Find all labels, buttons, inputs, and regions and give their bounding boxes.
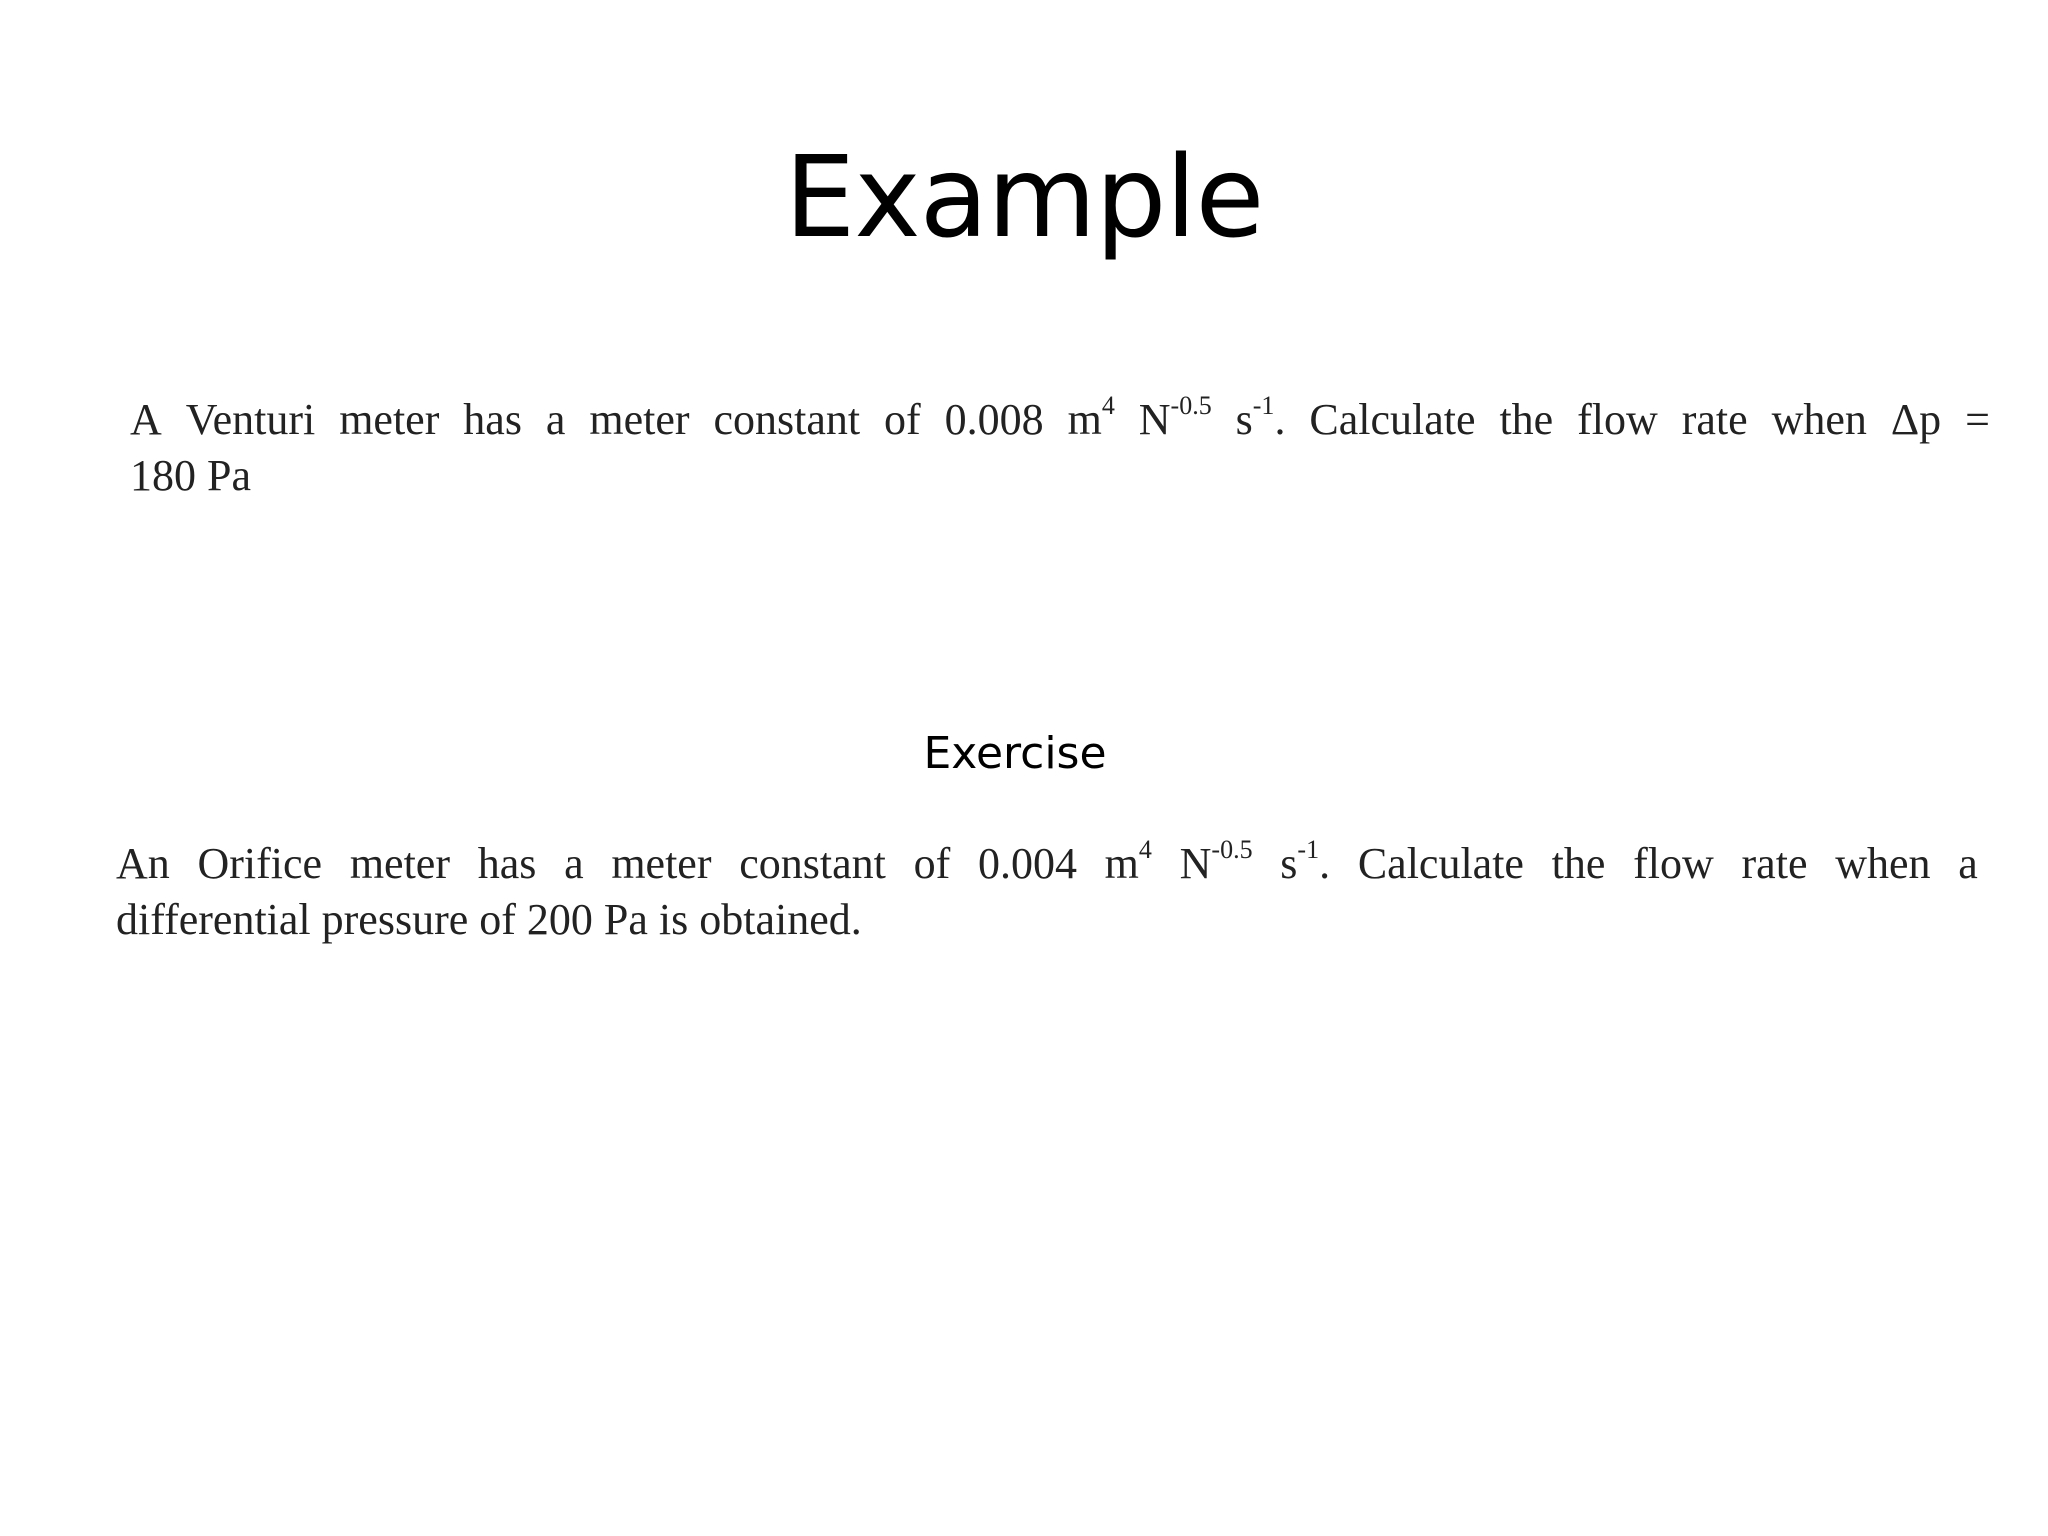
- unit-m-exponent: 4: [1138, 835, 1152, 865]
- word: Orifice: [197, 839, 323, 888]
- word: a: [564, 839, 584, 888]
- word: A: [130, 395, 162, 444]
- unit-s-base: s: [1235, 395, 1253, 444]
- delta-p: Δp: [1890, 395, 1942, 444]
- word: when: [1835, 839, 1931, 888]
- word: An: [116, 839, 170, 888]
- word: has: [477, 839, 537, 888]
- unit-s-base: s: [1280, 839, 1298, 888]
- unit-n: [1180, 836, 1253, 892]
- constant-value: 0.004: [977, 839, 1077, 888]
- word: constant: [739, 839, 886, 888]
- unit-s-period: .: [1274, 395, 1286, 444]
- word: flow: [1577, 395, 1658, 444]
- word: the: [1551, 839, 1606, 888]
- unit-n-base: N: [1138, 395, 1171, 444]
- word: meter: [339, 395, 440, 444]
- word: flow: [1633, 839, 1714, 888]
- word: meter: [349, 839, 450, 888]
- word: has: [463, 395, 522, 444]
- word: a: [545, 395, 566, 444]
- word: meter: [589, 395, 690, 444]
- unit-s-exponent: -1: [1297, 835, 1320, 865]
- exercise-heading: Exercise: [923, 728, 1107, 779]
- exercise-line-2: differential pressure of 200 Pa is obtained.: [116, 895, 862, 944]
- unit-m-exponent: 4: [1101, 391, 1115, 421]
- unit-m-base: m: [1067, 395, 1102, 444]
- word: a: [1958, 839, 1978, 888]
- word: rate: [1741, 839, 1808, 888]
- equals-sign: =: [1965, 395, 1990, 444]
- unit-n-exponent: -0.5: [1170, 391, 1212, 421]
- constant-value: 0.008: [944, 395, 1044, 444]
- unit-m: [1105, 836, 1152, 892]
- unit-s-exponent: -1: [1252, 391, 1275, 421]
- word: of: [884, 395, 921, 444]
- slide-title: Example: [784, 133, 1264, 263]
- unit-s-period: .: [1319, 839, 1331, 888]
- unit-s: [1236, 392, 1286, 448]
- unit-n: [1139, 392, 1212, 448]
- word: meter: [611, 839, 712, 888]
- word: Calculate: [1309, 395, 1476, 444]
- unit-s: [1280, 836, 1330, 892]
- word: constant: [713, 395, 861, 444]
- example-line-2: 180 Pa: [130, 451, 251, 500]
- unit-n-base: N: [1179, 839, 1212, 888]
- unit-n-exponent: -0.5: [1211, 835, 1253, 865]
- word: rate: [1681, 395, 1748, 444]
- word: Venturi: [185, 395, 316, 444]
- word: the: [1499, 395, 1554, 444]
- exercise-line-1: [116, 836, 1978, 892]
- unit-m: [1068, 392, 1115, 448]
- word: of: [913, 839, 951, 888]
- unit-m-base: m: [1104, 839, 1139, 888]
- example-problem: [130, 392, 1990, 504]
- example-line-1: [130, 392, 1990, 448]
- exercise-problem: [116, 836, 1978, 948]
- word: Calculate: [1357, 839, 1524, 888]
- word: when: [1771, 395, 1867, 444]
